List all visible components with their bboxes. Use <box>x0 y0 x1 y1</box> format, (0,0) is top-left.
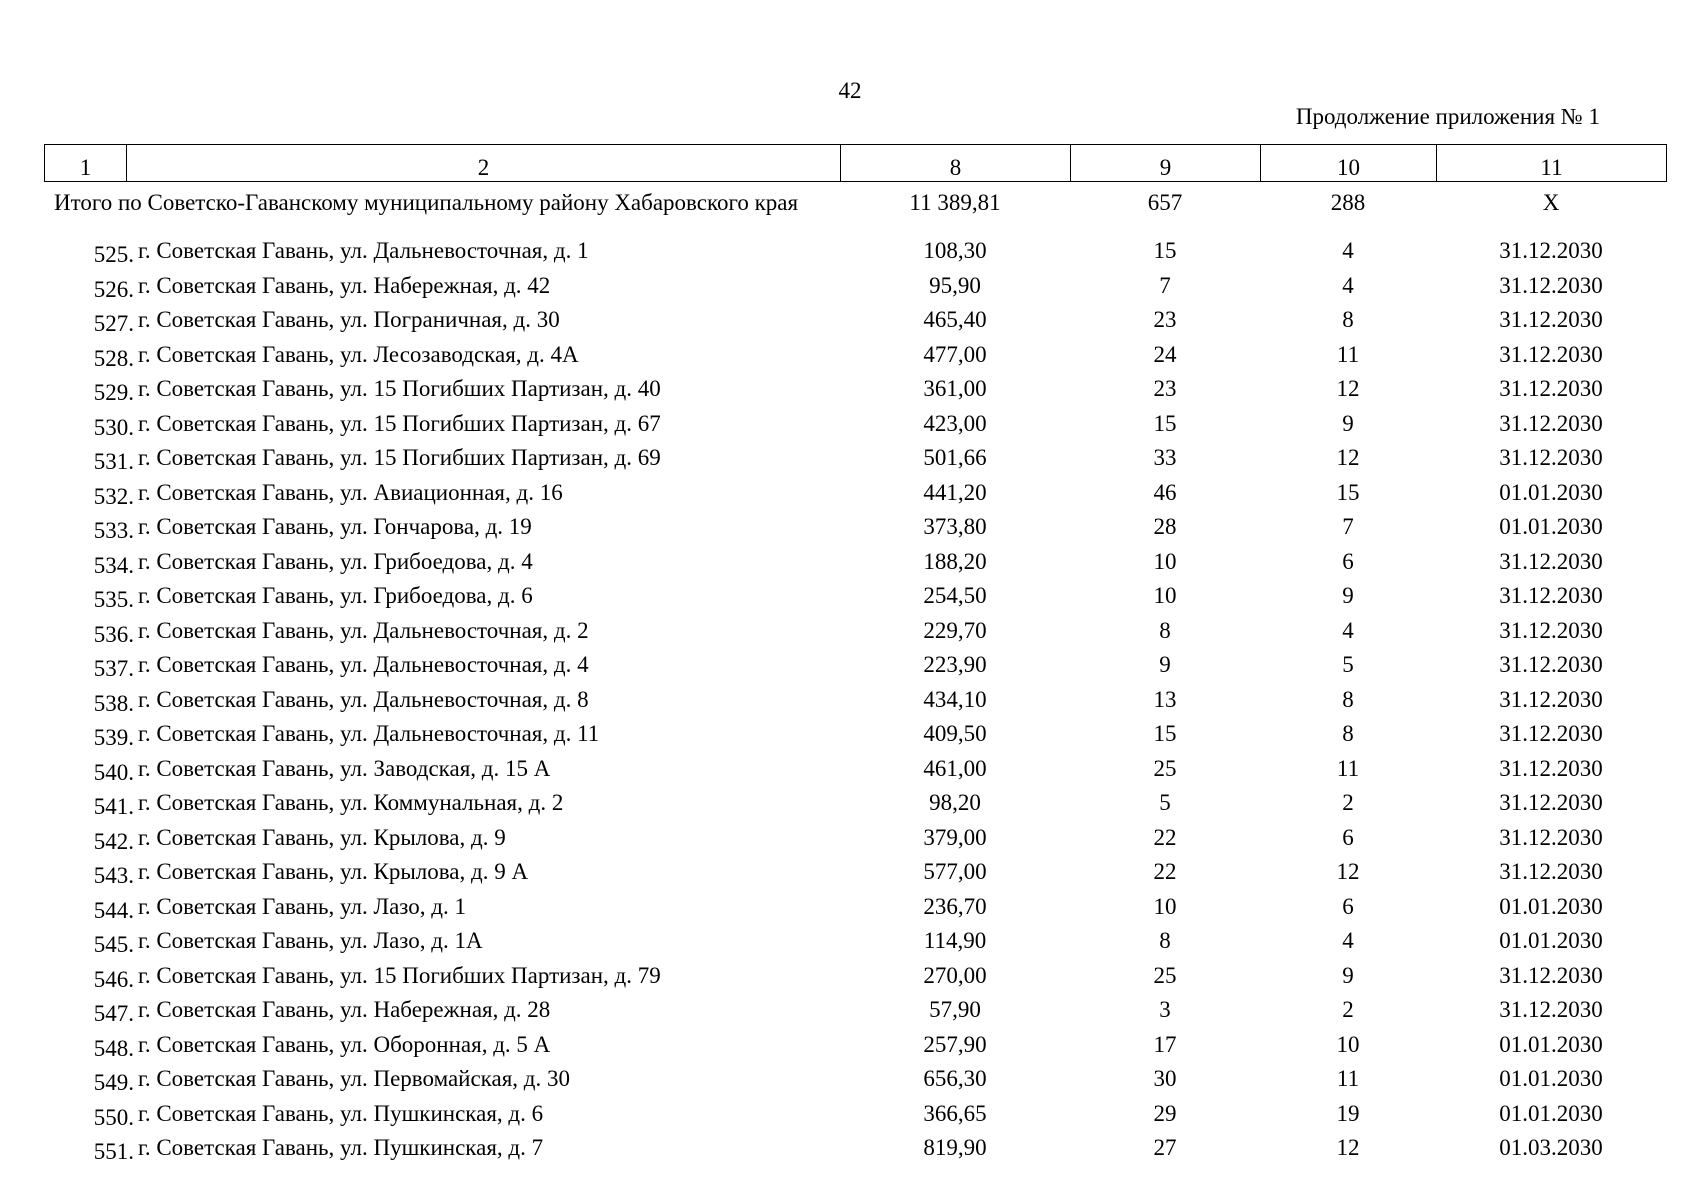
row-area: 98,20 <box>929 790 981 815</box>
row-number: 542. <box>93 828 134 854</box>
row-address: г. Советская Гавань, ул. Грибоедова, д. 4 <box>138 548 533 574</box>
row-col10: 2 <box>1342 790 1354 815</box>
table-row <box>44 545 1666 580</box>
row-area: 57,90 <box>929 997 981 1022</box>
table-row <box>44 476 1666 511</box>
row-col10: 4 <box>1342 272 1354 298</box>
row-address: г. Советская Гавань, ул. Дальневосточная, д. 4 <box>138 652 589 677</box>
row-date: 31.12.2030 <box>1499 307 1603 332</box>
row-col10: 9 <box>1342 962 1354 988</box>
row-col10: 6 <box>1342 893 1354 919</box>
column-header: 1 <box>45 145 127 182</box>
row-address: г. Советская Гавань, ул. Пушкинская, д. 7 <box>138 1135 544 1160</box>
row-address: г. Советская Гавань, ул. 15 Погибших Партизан, д. 40 <box>138 376 661 401</box>
row-date: 01.01.2030 <box>1499 1100 1603 1126</box>
row-address: г. Советская Гавань, ул. Гончарова, д. 19 <box>138 514 532 539</box>
row-number: 525. <box>93 242 134 267</box>
row-col9: 23 <box>1153 376 1177 401</box>
row-number: 537. <box>93 656 134 681</box>
row-col9: 10 <box>1153 893 1177 919</box>
row-number: 528. <box>93 345 134 371</box>
row-number: 551. <box>93 1139 134 1164</box>
row-col9: 13 <box>1153 686 1177 712</box>
row-area: 254,50 <box>923 583 987 608</box>
row-address: г. Советская Гавань, ул. Пограничная, д. 30 <box>138 307 560 332</box>
row-date: 01.01.2030 <box>1499 1066 1603 1091</box>
row-address: г. Советская Гавань, ул. 15 Погибших Партизан, д. 67 <box>138 410 661 436</box>
row-address: г. Советская Гавань, ул. Коммунальная, д. 2 <box>138 790 564 815</box>
column-header-table <box>44 144 1667 182</box>
row-date: 31.12.2030 <box>1499 548 1603 574</box>
row-date: 01.01.2030 <box>1499 1031 1603 1057</box>
row-number: 543. <box>93 863 134 888</box>
row-number: 538. <box>93 690 134 716</box>
row-address: г. Советская Гавань, ул. Лазо, д. 1А <box>138 928 483 953</box>
total-col9: 657 <box>1147 190 1183 215</box>
row-col10: 2 <box>1342 997 1354 1022</box>
row-area: 501,66 <box>923 445 987 470</box>
row-col9: 28 <box>1153 514 1177 539</box>
row-area: 366,65 <box>923 1100 987 1126</box>
column-header: 8 <box>841 145 1071 182</box>
row-address: г. Советская Гавань, ул. Дальневосточная, д. 1 <box>138 238 589 263</box>
row-col10: 11 <box>1336 1066 1360 1091</box>
row-date: 31.12.2030 <box>1499 755 1603 781</box>
data-table <box>44 234 1666 1166</box>
row-col10: 10 <box>1336 1031 1360 1057</box>
row-address: г. Советская Гавань, ул. Пушкинская, д. 6 <box>138 1100 544 1126</box>
row-address: г. Советская Гавань, ул. 15 Погибших Партизан, д. 69 <box>138 445 661 470</box>
table-row <box>44 959 1666 994</box>
table-row <box>44 234 1666 269</box>
table-row <box>44 924 1666 959</box>
row-address: г. Советская Гавань, ул. Дальневосточная, д. 2 <box>138 617 589 643</box>
row-address: г. Советская Гавань, ул. Набережная, д. 42 <box>138 272 551 298</box>
row-date: 31.12.2030 <box>1499 962 1603 988</box>
row-col9: 8 <box>1159 617 1171 643</box>
row-area: 441,20 <box>923 479 987 505</box>
row-col10: 7 <box>1342 514 1354 539</box>
row-col10: 8 <box>1342 721 1354 746</box>
row-col9: 23 <box>1153 307 1177 332</box>
row-col10: 15 <box>1336 479 1360 505</box>
row-col10: 12 <box>1336 376 1360 401</box>
table-row <box>44 821 1666 856</box>
row-col10: 12 <box>1336 445 1360 470</box>
row-col9: 8 <box>1159 928 1171 953</box>
table-row <box>44 786 1666 821</box>
table-row <box>44 855 1666 890</box>
row-area: 477,00 <box>923 341 987 367</box>
row-address: г. Советская Гавань, ул. Авиационная, д. 16 <box>138 479 563 505</box>
row-address: г. Советская Гавань, ул. 15 Погибших Партизан, д. 79 <box>138 962 661 988</box>
row-address: г. Советская Гавань, ул. Крылова, д. 9 А <box>138 859 529 884</box>
table-row <box>44 269 1666 304</box>
row-address: г. Советская Гавань, ул. Лесозаводская, д. 4А <box>138 341 579 367</box>
table-row <box>44 1028 1666 1063</box>
row-address: г. Советская Гавань, ул. Дальневосточная, д. 8 <box>138 686 589 712</box>
table-row <box>44 303 1666 338</box>
row-number: 550. <box>93 1104 134 1130</box>
row-date: 31.12.2030 <box>1499 583 1603 608</box>
row-date: 31.12.2030 <box>1499 445 1603 470</box>
row-area: 461,00 <box>923 755 987 781</box>
row-col9: 24 <box>1153 341 1177 367</box>
row-area: 379,00 <box>923 824 987 850</box>
row-number: 530. <box>93 414 134 440</box>
row-number: 541. <box>93 794 134 819</box>
row-area: 257,90 <box>923 1031 987 1057</box>
row-area: 465,40 <box>923 307 987 332</box>
row-address: г. Советская Гавань, ул. Лазо, д. 1 <box>138 893 466 919</box>
row-col9: 7 <box>1159 272 1171 298</box>
row-date: 31.12.2030 <box>1499 790 1603 815</box>
row-col9: 10 <box>1153 583 1177 608</box>
row-col9: 29 <box>1153 1100 1177 1126</box>
column-header: 11 <box>1437 145 1667 182</box>
table-row <box>44 510 1666 545</box>
row-col10: 8 <box>1342 686 1354 712</box>
row-address: г. Советская Гавань, ул. Дальневосточная, д. 11 <box>138 721 600 746</box>
row-date: 31.12.2030 <box>1499 652 1603 677</box>
table-row <box>44 614 1666 649</box>
row-number: 539. <box>93 725 134 750</box>
table-row <box>44 890 1666 925</box>
table-row <box>44 579 1666 614</box>
row-area: 434,10 <box>923 686 987 712</box>
row-date: 31.12.2030 <box>1499 997 1603 1022</box>
row-number: 536. <box>93 621 134 647</box>
table-row <box>44 407 1666 442</box>
table-row <box>44 752 1666 787</box>
row-area: 656,30 <box>923 1066 987 1091</box>
row-address: г. Советская Гавань, ул. Оборонная, д. 5 А <box>138 1031 551 1057</box>
row-col9: 25 <box>1153 755 1177 781</box>
total-label: Итого по Советско-Гаванскому муниципальному району Хабаровского края <box>54 190 799 215</box>
row-col10: 8 <box>1342 307 1354 332</box>
row-date: 31.12.2030 <box>1499 341 1603 367</box>
row-col9: 33 <box>1153 445 1177 470</box>
row-address: г. Советская Гавань, ул. Набережная, д. 28 <box>138 997 551 1022</box>
row-date: 31.12.2030 <box>1499 859 1603 884</box>
row-date: 31.12.2030 <box>1499 617 1603 643</box>
table-row <box>44 717 1666 752</box>
row-col9: 46 <box>1153 479 1177 505</box>
row-col9: 10 <box>1153 548 1177 574</box>
row-number: 534. <box>93 552 134 578</box>
row-number: 531. <box>93 449 134 474</box>
column-header: 10 <box>1261 145 1437 182</box>
row-area: 373,80 <box>923 514 987 539</box>
row-col9: 9 <box>1159 652 1171 677</box>
row-col10: 9 <box>1342 583 1354 608</box>
row-area: 819,90 <box>923 1135 987 1160</box>
table-row <box>44 372 1666 407</box>
table-row <box>44 338 1666 373</box>
row-area: 409,50 <box>923 721 987 746</box>
row-col9: 15 <box>1153 238 1177 263</box>
row-col10: 12 <box>1336 1135 1360 1160</box>
row-col9: 22 <box>1153 859 1177 884</box>
total-col10: 288 <box>1330 190 1366 215</box>
row-address: г. Советская Гавань, ул. Крылова, д. 9 <box>138 824 506 850</box>
row-col10: 6 <box>1342 824 1354 850</box>
row-col9: 3 <box>1159 997 1171 1022</box>
row-area: 229,70 <box>923 617 987 643</box>
table-row <box>44 1131 1666 1166</box>
row-number: 548. <box>93 1035 134 1061</box>
column-header: 9 <box>1071 145 1261 182</box>
row-col10: 11 <box>1336 341 1360 367</box>
row-number: 526. <box>93 276 134 302</box>
row-date: 31.12.2030 <box>1499 238 1603 263</box>
row-area: 223,90 <box>923 652 987 677</box>
row-number: 549. <box>93 1070 134 1095</box>
row-date: 31.12.2030 <box>1499 824 1603 850</box>
total-area: 11 389,81 <box>909 190 1001 215</box>
row-area: 270,00 <box>923 962 987 988</box>
row-date: 31.12.2030 <box>1499 410 1603 436</box>
row-col9: 17 <box>1153 1031 1177 1057</box>
row-number: 540. <box>93 759 134 785</box>
row-col10: 4 <box>1342 238 1354 263</box>
row-col10: 6 <box>1342 548 1354 574</box>
row-number: 545. <box>93 932 134 957</box>
row-area: 423,00 <box>923 410 987 436</box>
table-row <box>44 1097 1666 1132</box>
row-col9: 22 <box>1153 824 1177 850</box>
column-header-row <box>45 145 1667 182</box>
row-col9: 15 <box>1153 721 1177 746</box>
row-date: 01.03.2030 <box>1499 1135 1603 1160</box>
column-header: 2 <box>127 145 841 182</box>
table-row <box>44 648 1666 683</box>
table-row <box>44 441 1666 476</box>
row-date: 01.01.2030 <box>1499 479 1603 505</box>
row-col10: 4 <box>1342 928 1354 953</box>
row-area: 108,30 <box>923 238 987 263</box>
table-row <box>44 683 1666 718</box>
row-col10: 5 <box>1342 652 1354 677</box>
row-number: 544. <box>93 897 134 923</box>
row-area: 361,00 <box>923 376 987 401</box>
row-area: 236,70 <box>923 893 987 919</box>
row-area: 114,90 <box>923 928 987 953</box>
row-area: 577,00 <box>923 859 987 884</box>
row-col9: 25 <box>1153 962 1177 988</box>
table-row <box>44 1062 1666 1097</box>
row-date: 01.01.2030 <box>1499 514 1603 539</box>
row-number: 547. <box>93 1001 134 1026</box>
table-row <box>44 993 1666 1028</box>
row-col10: 19 <box>1336 1100 1360 1126</box>
row-col10: 12 <box>1336 859 1360 884</box>
row-number: 546. <box>93 966 134 992</box>
continuation-label: Продолжение приложения № 1 <box>1295 104 1600 129</box>
row-date: 31.12.2030 <box>1499 686 1603 712</box>
row-date: 31.12.2030 <box>1499 376 1603 401</box>
row-address: г. Советская Гавань, ул. Первомайская, д. 30 <box>138 1066 571 1091</box>
row-address: г. Советская Гавань, ул. Заводская, д. 15 А <box>138 755 551 781</box>
row-area: 188,20 <box>923 548 987 574</box>
row-col10: 11 <box>1336 755 1360 781</box>
row-address: г. Советская Гавань, ул. Грибоедова, д. 6 <box>138 583 533 608</box>
row-col9: 27 <box>1153 1135 1177 1160</box>
page-number: 42 <box>838 78 862 103</box>
row-number: 529. <box>93 380 134 405</box>
row-number: 535. <box>93 587 134 612</box>
row-number: 533. <box>93 518 134 543</box>
total-col11: X <box>1542 190 1560 215</box>
row-number: 532. <box>93 483 134 509</box>
row-col10: 4 <box>1342 617 1354 643</box>
row-date: 01.01.2030 <box>1499 893 1603 919</box>
row-col9: 30 <box>1153 1066 1177 1091</box>
row-date: 31.12.2030 <box>1499 721 1603 746</box>
row-number: 527. <box>93 311 134 336</box>
total-row <box>44 190 1666 220</box>
row-date: 01.01.2030 <box>1499 928 1603 953</box>
row-col9: 15 <box>1153 410 1177 436</box>
row-area: 95,90 <box>929 272 981 298</box>
row-col9: 5 <box>1159 790 1171 815</box>
row-col10: 9 <box>1342 410 1354 436</box>
row-date: 31.12.2030 <box>1499 272 1603 298</box>
